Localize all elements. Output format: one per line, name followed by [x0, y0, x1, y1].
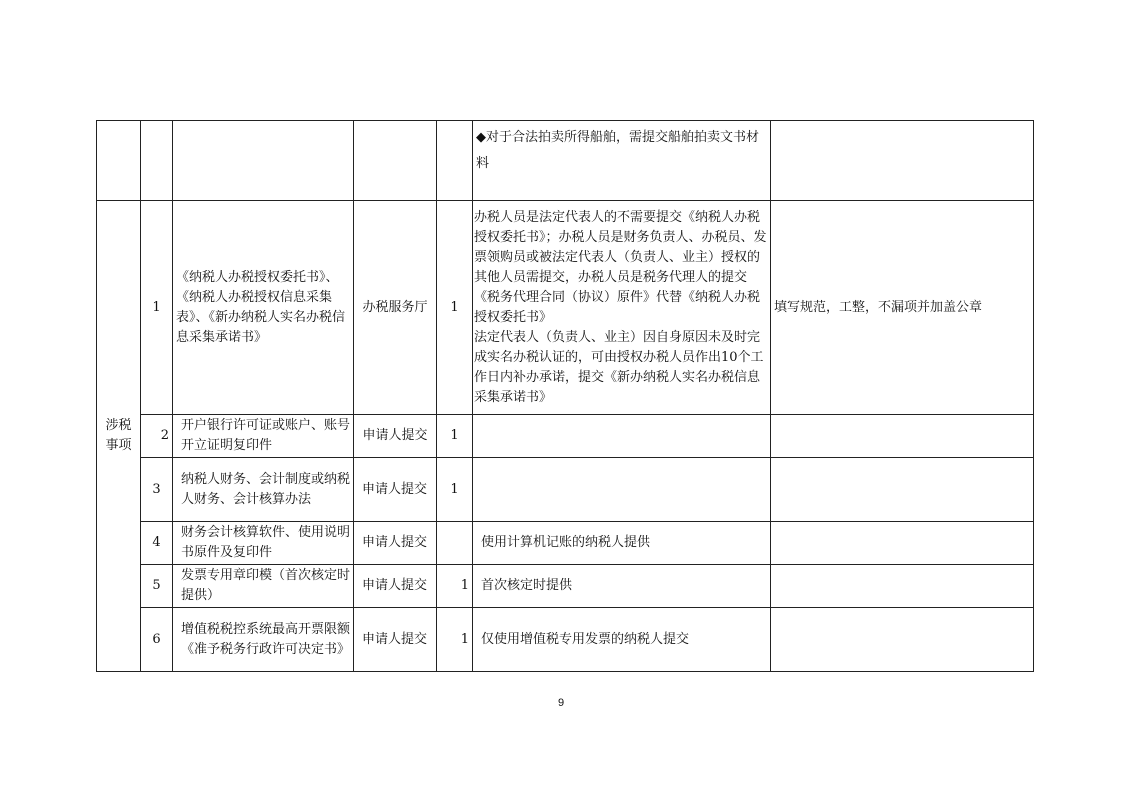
requirement-cell: ◆对于合法拍卖所得船舶，需提交船舶拍卖文书材料	[473, 121, 771, 201]
row-material: 开户银行许可证或账户、账号开立证明复印件	[173, 415, 354, 458]
row-material: 财务会计核算软件、使用说明书原件及复印件	[173, 522, 354, 565]
no-cell	[141, 121, 173, 201]
material-cell	[173, 121, 354, 201]
row-note	[771, 458, 1034, 522]
row-requirement: 首次核定时提供	[473, 565, 771, 608]
requirement-paragraph-1: 办税人员是法定代表人的不需要提交《纳税人办税授权委托书》；办税人员是财务负责人、办税员、发票领购员或被法定代表人（负责人、业主）授权的其他人员需提交，办税人员是税务代理人的提交《税务代理合同（协议）原件》代替《纳税人办税授权委托书》	[474, 209, 767, 325]
group-label-line1: 涉税	[105, 418, 132, 433]
row-no: 2	[141, 415, 173, 458]
table-row	[97, 458, 1034, 522]
row-material: 纳税人财务、会计制度或纳税人财务、会计核算办法	[173, 458, 354, 522]
group-label-line2: 事项	[105, 438, 132, 453]
row-source: 申请人提交	[354, 565, 437, 608]
table-row	[97, 565, 1034, 608]
materials-table	[96, 120, 1034, 672]
table-row	[97, 201, 1034, 415]
row-no: 3	[141, 458, 173, 522]
row-source: 申请人提交	[354, 608, 437, 672]
row-source: 申请人提交	[354, 522, 437, 565]
table-row	[97, 522, 1034, 565]
requirement-paragraph-2: 法定代表人（负责人、业主）因自身原因未及时完成实名办税认证的，可由授权办税人员作出10个工作日内补办承诺，提交《新办纳税人实名办税信息采集承诺书》	[474, 329, 764, 405]
row-requirement: 使用计算机记账的纳税人提供	[473, 522, 771, 565]
row-no: 5	[141, 565, 173, 608]
group-cell-prev	[97, 121, 141, 201]
row-copies: 1	[437, 458, 473, 522]
copies-cell	[437, 121, 473, 201]
row-copies: 1	[437, 415, 473, 458]
row-requirement	[473, 201, 771, 415]
row-requirement: 仅使用增值税专用发票的纳税人提交	[473, 608, 771, 672]
table-row	[97, 415, 1034, 458]
row-note	[771, 522, 1034, 565]
row-material: 增值税税控系统最高开票限额《准予税务行政许可决定书》	[173, 608, 354, 672]
row-source: 申请人提交	[354, 458, 437, 522]
row-requirement	[473, 415, 771, 458]
row-source: 办税服务厅	[354, 201, 437, 415]
row-note	[771, 415, 1034, 458]
table-row	[97, 608, 1034, 672]
row-copies: 1	[437, 565, 473, 608]
row-source: 申请人提交	[354, 415, 437, 458]
row-copies: 1	[437, 608, 473, 672]
row-no: 4	[141, 522, 173, 565]
row-material: 发票专用章印模（首次核定时提供）	[173, 565, 354, 608]
group-label-cell	[97, 201, 141, 672]
row-copies	[437, 522, 473, 565]
row-note	[771, 565, 1034, 608]
row-copies: 1	[437, 201, 473, 415]
row-note	[771, 608, 1034, 672]
row-note: 填写规范，工整，不漏项并加盖公章	[771, 201, 1034, 415]
row-no: 6	[141, 608, 173, 672]
row-material: 《纳税人办税授权委托书》、《纳税人办税授权信息采集表》、《新办纳税人实名办税信息采集承诺书》	[173, 201, 354, 415]
table-row-continuation	[97, 121, 1034, 201]
row-requirement	[473, 458, 771, 522]
page-number: 9	[557, 697, 565, 709]
note-cell	[771, 121, 1034, 201]
row-no: 1	[141, 201, 173, 415]
source-cell	[354, 121, 437, 201]
